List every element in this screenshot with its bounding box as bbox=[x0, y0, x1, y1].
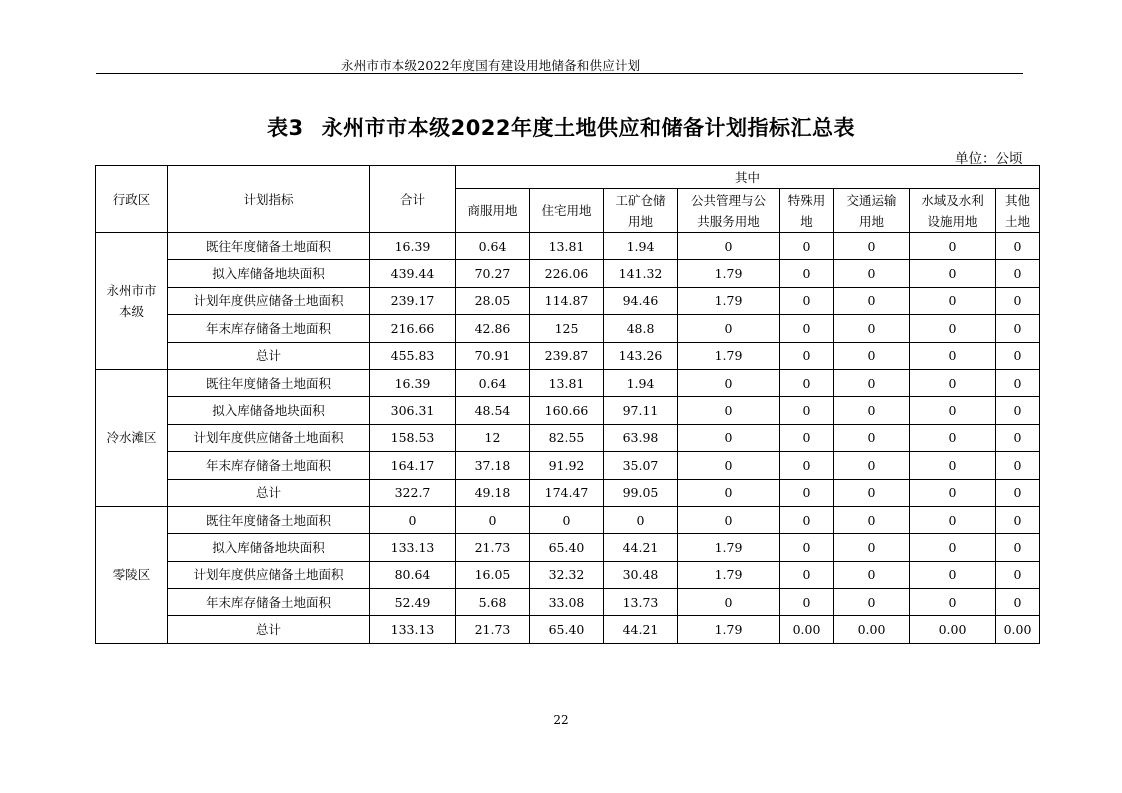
value-cell: 0 bbox=[678, 369, 780, 396]
value-cell: 44.21 bbox=[604, 616, 678, 643]
value-cell: 35.07 bbox=[604, 452, 678, 479]
value-cell: 0 bbox=[910, 589, 996, 616]
value-cell: 0 bbox=[678, 506, 780, 533]
value-cell: 70.27 bbox=[456, 260, 530, 287]
value-cell: 48.8 bbox=[604, 315, 678, 342]
value-cell: 33.08 bbox=[530, 589, 604, 616]
indicator-label: 总计 bbox=[168, 479, 370, 506]
value-cell: 114.87 bbox=[530, 287, 604, 314]
value-cell: 0.64 bbox=[456, 369, 530, 396]
value-cell: 239.17 bbox=[370, 287, 456, 314]
value-cell: 0 bbox=[996, 233, 1040, 260]
value-cell: 0 bbox=[780, 287, 834, 314]
indicator-label: 既往年度储备土地面积 bbox=[168, 506, 370, 533]
value-cell: 0 bbox=[456, 506, 530, 533]
value-cell: 16.39 bbox=[370, 369, 456, 396]
value-cell: 0 bbox=[996, 260, 1040, 287]
value-cell: 1.79 bbox=[678, 287, 780, 314]
value-cell: 1.79 bbox=[678, 561, 780, 588]
indicator-label: 计划年度供应储备土地面积 bbox=[168, 561, 370, 588]
value-cell: 48.54 bbox=[456, 397, 530, 424]
value-cell: 0 bbox=[910, 397, 996, 424]
value-cell: 0 bbox=[996, 479, 1040, 506]
value-cell: 21.73 bbox=[456, 534, 530, 561]
table-row bbox=[96, 534, 1040, 561]
value-cell: 0 bbox=[604, 506, 678, 533]
value-cell: 0 bbox=[678, 397, 780, 424]
table-number: 表3 bbox=[266, 116, 304, 140]
table-row bbox=[96, 287, 1040, 314]
table-row bbox=[96, 260, 1040, 287]
value-cell: 0 bbox=[910, 506, 996, 533]
value-cell: 5.68 bbox=[456, 589, 530, 616]
table-title-text: 永州市市本级2022年度土地供应和储备计划指标汇总表 bbox=[321, 116, 856, 140]
table-row bbox=[96, 589, 1040, 616]
value-cell: 0 bbox=[370, 506, 456, 533]
value-cell: 125 bbox=[530, 315, 604, 342]
value-cell: 0 bbox=[834, 233, 910, 260]
value-cell: 0 bbox=[678, 233, 780, 260]
value-cell: 1.94 bbox=[604, 233, 678, 260]
indicator-label: 计划年度供应储备土地面积 bbox=[168, 287, 370, 314]
value-cell: 0 bbox=[910, 260, 996, 287]
value-cell: 0 bbox=[678, 315, 780, 342]
value-cell: 0 bbox=[996, 369, 1040, 396]
value-cell: 0 bbox=[910, 479, 996, 506]
indicator-label: 既往年度储备土地面积 bbox=[168, 233, 370, 260]
value-cell: 0 bbox=[910, 452, 996, 479]
table-row bbox=[96, 233, 1040, 260]
value-cell: 0 bbox=[996, 397, 1040, 424]
value-cell: 0 bbox=[780, 424, 834, 451]
value-cell: 0 bbox=[780, 260, 834, 287]
indicator-label: 拟入库储备地块面积 bbox=[168, 260, 370, 287]
district-cell bbox=[96, 506, 168, 643]
table-body bbox=[96, 233, 1040, 644]
table-row bbox=[96, 506, 1040, 533]
value-cell: 0 bbox=[834, 342, 910, 369]
summary-table bbox=[95, 165, 1040, 644]
table-row bbox=[96, 315, 1040, 342]
value-cell: 0 bbox=[780, 506, 834, 533]
value-cell: 141.32 bbox=[604, 260, 678, 287]
header-public-line2: 共服务用地 bbox=[697, 213, 760, 229]
indicator-label: 总计 bbox=[168, 342, 370, 369]
value-cell: 97.11 bbox=[604, 397, 678, 424]
value-cell: 0 bbox=[834, 260, 910, 287]
district-name-line1: 永州市市 bbox=[106, 282, 157, 298]
value-cell: 0 bbox=[834, 561, 910, 588]
value-cell: 0 bbox=[910, 561, 996, 588]
value-cell: 91.92 bbox=[530, 452, 604, 479]
header-residential: 住宅用地 bbox=[530, 189, 604, 233]
value-cell: 0 bbox=[996, 452, 1040, 479]
page-number: 22 bbox=[553, 713, 569, 727]
value-cell: 0 bbox=[834, 424, 910, 451]
header-other-line2: 土地 bbox=[1004, 213, 1030, 229]
value-cell: 82.55 bbox=[530, 424, 604, 451]
value-cell: 0 bbox=[678, 452, 780, 479]
value-cell: 0 bbox=[780, 233, 834, 260]
value-cell: 21.73 bbox=[456, 616, 530, 643]
value-cell: 0 bbox=[834, 589, 910, 616]
value-cell: 0 bbox=[780, 315, 834, 342]
value-cell: 0.64 bbox=[456, 233, 530, 260]
header-special-line2: 地 bbox=[800, 213, 813, 229]
district-name-line1: 冷水滩区 bbox=[106, 430, 157, 446]
value-cell: 65.40 bbox=[530, 534, 604, 561]
value-cell: 42.86 bbox=[456, 315, 530, 342]
running-header: 永州市市本级2022年度国有建设用地储备和供应计划 bbox=[341, 58, 641, 73]
indicator-label: 年末库存储备土地面积 bbox=[168, 589, 370, 616]
value-cell: 13.81 bbox=[530, 369, 604, 396]
value-cell: 1.79 bbox=[678, 342, 780, 369]
indicator-label: 拟入库储备地块面积 bbox=[168, 397, 370, 424]
value-cell: 0 bbox=[996, 315, 1040, 342]
table-row bbox=[96, 397, 1040, 424]
value-cell: 49.18 bbox=[456, 479, 530, 506]
indicator-label: 总计 bbox=[168, 616, 370, 643]
value-cell: 44.21 bbox=[604, 534, 678, 561]
value-cell: 0 bbox=[910, 233, 996, 260]
value-cell: 0 bbox=[530, 506, 604, 533]
indicator-label: 计划年度供应储备土地面积 bbox=[168, 424, 370, 451]
value-cell: 0 bbox=[780, 479, 834, 506]
value-cell: 0 bbox=[780, 561, 834, 588]
value-cell: 0 bbox=[780, 452, 834, 479]
value-cell: 0 bbox=[834, 452, 910, 479]
header-public-line1: 公共管理与公 bbox=[690, 192, 766, 208]
value-cell: 160.66 bbox=[530, 397, 604, 424]
value-cell: 306.31 bbox=[370, 397, 456, 424]
value-cell: 0 bbox=[678, 424, 780, 451]
value-cell: 0 bbox=[834, 315, 910, 342]
value-cell: 0 bbox=[834, 397, 910, 424]
value-cell: 13.73 bbox=[604, 589, 678, 616]
value-cell: 174.47 bbox=[530, 479, 604, 506]
value-cell: 226.06 bbox=[530, 260, 604, 287]
value-cell: 63.98 bbox=[604, 424, 678, 451]
value-cell: 439.44 bbox=[370, 260, 456, 287]
value-cell: 30.48 bbox=[604, 561, 678, 588]
value-cell: 322.7 bbox=[370, 479, 456, 506]
header-industrial-line1: 工矿仓储 bbox=[615, 192, 666, 208]
value-cell: 1.79 bbox=[678, 534, 780, 561]
value-cell: 158.53 bbox=[370, 424, 456, 451]
value-cell: 133.13 bbox=[370, 534, 456, 561]
value-cell: 28.05 bbox=[456, 287, 530, 314]
indicator-label: 年末库存储备土地面积 bbox=[168, 452, 370, 479]
value-cell: 13.81 bbox=[530, 233, 604, 260]
header-district: 行政区 bbox=[96, 166, 168, 233]
value-cell: 0 bbox=[996, 534, 1040, 561]
header-special-line1: 特殊用 bbox=[787, 192, 826, 208]
value-cell: 94.46 bbox=[604, 287, 678, 314]
value-cell: 164.17 bbox=[370, 452, 456, 479]
indicator-label: 年末库存储备土地面积 bbox=[168, 315, 370, 342]
value-cell: 1.94 bbox=[604, 369, 678, 396]
district-cell bbox=[96, 233, 168, 370]
value-cell: 0 bbox=[678, 589, 780, 616]
header-of-which: 其中 bbox=[456, 166, 1040, 189]
value-cell: 16.05 bbox=[456, 561, 530, 588]
header-special bbox=[780, 189, 834, 233]
header-transport bbox=[834, 189, 910, 233]
header-transport-line1: 交通运输 bbox=[846, 192, 897, 208]
table-row bbox=[96, 561, 1040, 588]
value-cell: 0 bbox=[910, 424, 996, 451]
table-row bbox=[96, 616, 1040, 643]
table-row bbox=[96, 452, 1040, 479]
header-industrial-line2: 用地 bbox=[627, 213, 653, 229]
value-cell: 32.32 bbox=[530, 561, 604, 588]
value-cell: 1.79 bbox=[678, 616, 780, 643]
district-name-line2: 本级 bbox=[118, 303, 144, 319]
value-cell: 0 bbox=[780, 342, 834, 369]
value-cell: 0 bbox=[996, 561, 1040, 588]
value-cell: 0 bbox=[910, 315, 996, 342]
value-cell: 16.39 bbox=[370, 233, 456, 260]
header-water-line2: 设施用地 bbox=[927, 213, 978, 229]
value-cell: 0.00 bbox=[910, 616, 996, 643]
header-transport-line2: 用地 bbox=[858, 213, 884, 229]
value-cell: 37.18 bbox=[456, 452, 530, 479]
value-cell: 99.05 bbox=[604, 479, 678, 506]
value-cell: 80.64 bbox=[370, 561, 456, 588]
header-water-line1: 水域及水利 bbox=[921, 192, 984, 208]
value-cell: 0 bbox=[834, 506, 910, 533]
value-cell: 65.40 bbox=[530, 616, 604, 643]
value-cell: 0 bbox=[996, 342, 1040, 369]
value-cell: 0 bbox=[834, 287, 910, 314]
unit-label: 单位：公顷 bbox=[955, 151, 1023, 167]
table-row bbox=[96, 342, 1040, 369]
district-cell bbox=[96, 369, 168, 506]
value-cell: 143.26 bbox=[604, 342, 678, 369]
header-industrial bbox=[604, 189, 678, 233]
value-cell: 0 bbox=[910, 342, 996, 369]
indicator-label: 既往年度储备土地面积 bbox=[168, 369, 370, 396]
value-cell: 0 bbox=[996, 287, 1040, 314]
header-other-line1: 其他 bbox=[1004, 192, 1030, 208]
value-cell: 0 bbox=[834, 534, 910, 561]
value-cell: 133.13 bbox=[370, 616, 456, 643]
value-cell: 0 bbox=[834, 479, 910, 506]
district-name-line1: 零陵区 bbox=[112, 567, 151, 583]
value-cell: 0 bbox=[910, 369, 996, 396]
table-row bbox=[96, 479, 1040, 506]
header-total: 合计 bbox=[370, 166, 456, 233]
value-cell: 0 bbox=[780, 397, 834, 424]
value-cell: 239.87 bbox=[530, 342, 604, 369]
value-cell: 52.49 bbox=[370, 589, 456, 616]
header-water bbox=[910, 189, 996, 233]
value-cell: 0 bbox=[834, 369, 910, 396]
header-rule bbox=[96, 73, 1023, 74]
value-cell: 0 bbox=[996, 589, 1040, 616]
table-row bbox=[96, 369, 1040, 396]
indicator-label: 拟入库储备地块面积 bbox=[168, 534, 370, 561]
header-other bbox=[996, 189, 1040, 233]
header-public bbox=[678, 189, 780, 233]
table-row bbox=[96, 424, 1040, 451]
header-indicator: 计划指标 bbox=[168, 166, 370, 233]
value-cell: 0 bbox=[996, 424, 1040, 451]
header-commercial: 商服用地 bbox=[456, 189, 530, 233]
value-cell: 1.79 bbox=[678, 260, 780, 287]
value-cell: 0 bbox=[996, 506, 1040, 533]
value-cell: 0.00 bbox=[834, 616, 910, 643]
value-cell: 0 bbox=[910, 534, 996, 561]
value-cell: 0.00 bbox=[996, 616, 1040, 643]
value-cell: 455.83 bbox=[370, 342, 456, 369]
value-cell: 70.91 bbox=[456, 342, 530, 369]
value-cell: 216.66 bbox=[370, 315, 456, 342]
value-cell: 0 bbox=[780, 369, 834, 396]
page-title bbox=[0, 112, 1122, 142]
value-cell: 0.00 bbox=[780, 616, 834, 643]
value-cell: 12 bbox=[456, 424, 530, 451]
value-cell: 0 bbox=[678, 479, 780, 506]
value-cell: 0 bbox=[780, 589, 834, 616]
value-cell: 0 bbox=[780, 534, 834, 561]
value-cell: 0 bbox=[910, 287, 996, 314]
